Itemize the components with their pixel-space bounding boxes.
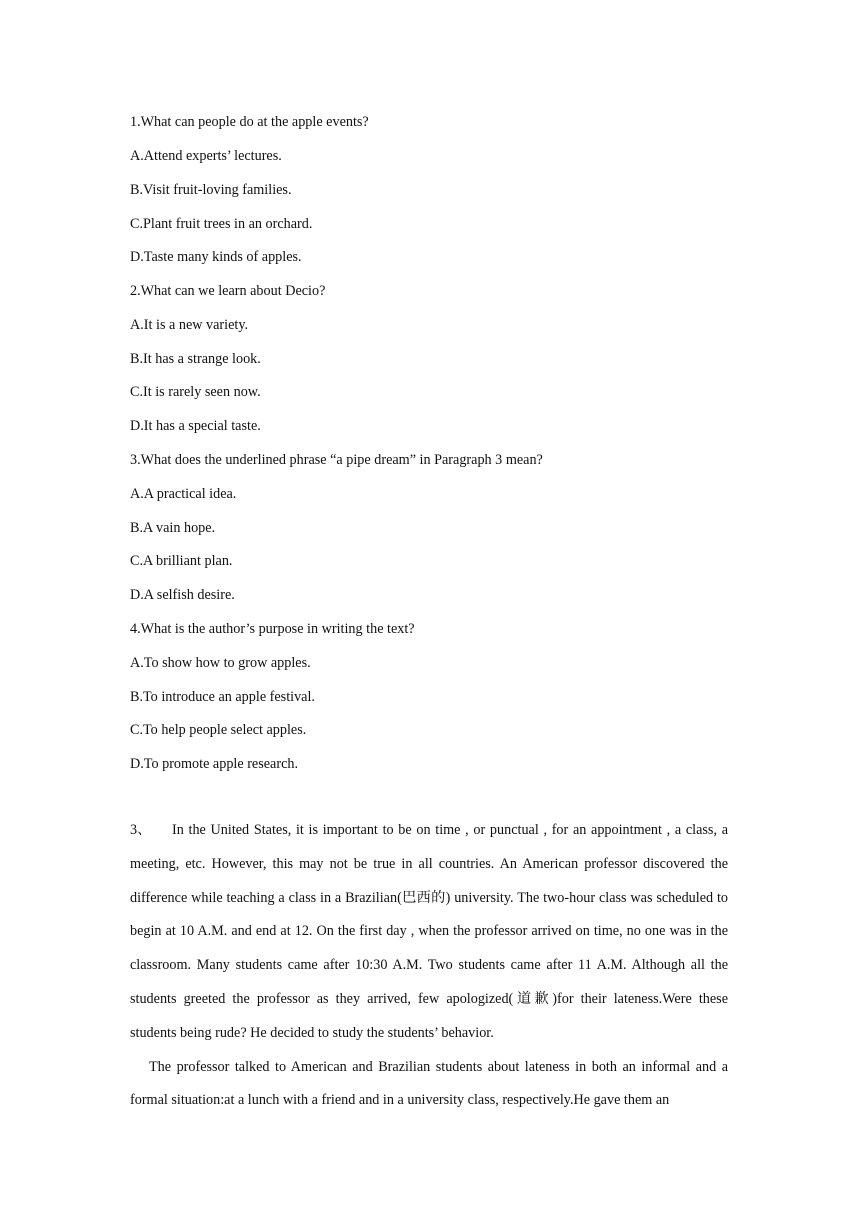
- question-1-option-c: C.Plant fruit trees in an orchard.: [130, 216, 313, 232]
- question-2-stem: 2.What can we learn about Decio?: [130, 283, 326, 299]
- question-1-option-d: D.Taste many kinds of apples.: [130, 249, 302, 265]
- passage-number: 3、: [130, 822, 152, 838]
- question-1-option-a: A.Attend experts’ lectures.: [130, 148, 282, 164]
- question-3-option-b: B.A vain hope.: [130, 520, 216, 536]
- question-3-option-a: A.A practical idea.: [130, 486, 237, 502]
- question-2-option-a: A.It is a new variety.: [130, 317, 249, 333]
- question-2-option-b: B.It has a strange look.: [130, 351, 261, 367]
- question-1-stem: 1.What can people do at the apple events?: [130, 114, 369, 130]
- question-2-option-d: D.It has a special taste.: [130, 418, 261, 434]
- question-4-option-a: A.To show how to grow apples.: [130, 655, 311, 671]
- reading-passage: [130, 814, 728, 1118]
- passage-paragraph-2: The professor talked to American and Brazilian students about lateness in both an informal and a formal situation:at a lunch with a friend and in a university class, respectively.He gave them an: [130, 1058, 728, 1109]
- passage-paragraph-1: [130, 814, 728, 1051]
- question-2-option-c: C.It is rarely seen now.: [130, 384, 261, 400]
- question-3-option-c: C.A brilliant plan.: [130, 553, 233, 569]
- question-4-option-d: D.To promote apple research.: [130, 756, 299, 772]
- question-3-option-d: D.A selfish desire.: [130, 587, 235, 603]
- question-4-option-c: C.To help people select apples.: [130, 722, 307, 738]
- question-4-stem: 4.What is the author’s purpose in writing the text?: [130, 621, 415, 637]
- question-3-stem: 3.What does the underlined phrase “a pipe dream” in Paragraph 3 mean?: [130, 452, 543, 468]
- passage-paragraph-1-text: In the United States, it is important to be on time , or punctual , for an appointment , a class, a meeting, etc. However, this may not be true in all countries. An American professor discovered the difference while teaching a class in a Brazilian(巴西的) university. The two-hour class was scheduled to begin at 10 A.M. and end at 12. On the first day , when the professor arrived on time, no one was in the classroom. Many students came after 10:30 A.M. Two students came after 11 A.M. Although all the students greeted the professor as they arrived, few apologized(道歉)for their lateness.Were these students being rude? He decided to study the students’ behavior.: [130, 822, 728, 1041]
- question-4-option-b: B.To introduce an apple festival.: [130, 689, 315, 705]
- question-1-option-b: B.Visit fruit-loving families.: [130, 182, 292, 198]
